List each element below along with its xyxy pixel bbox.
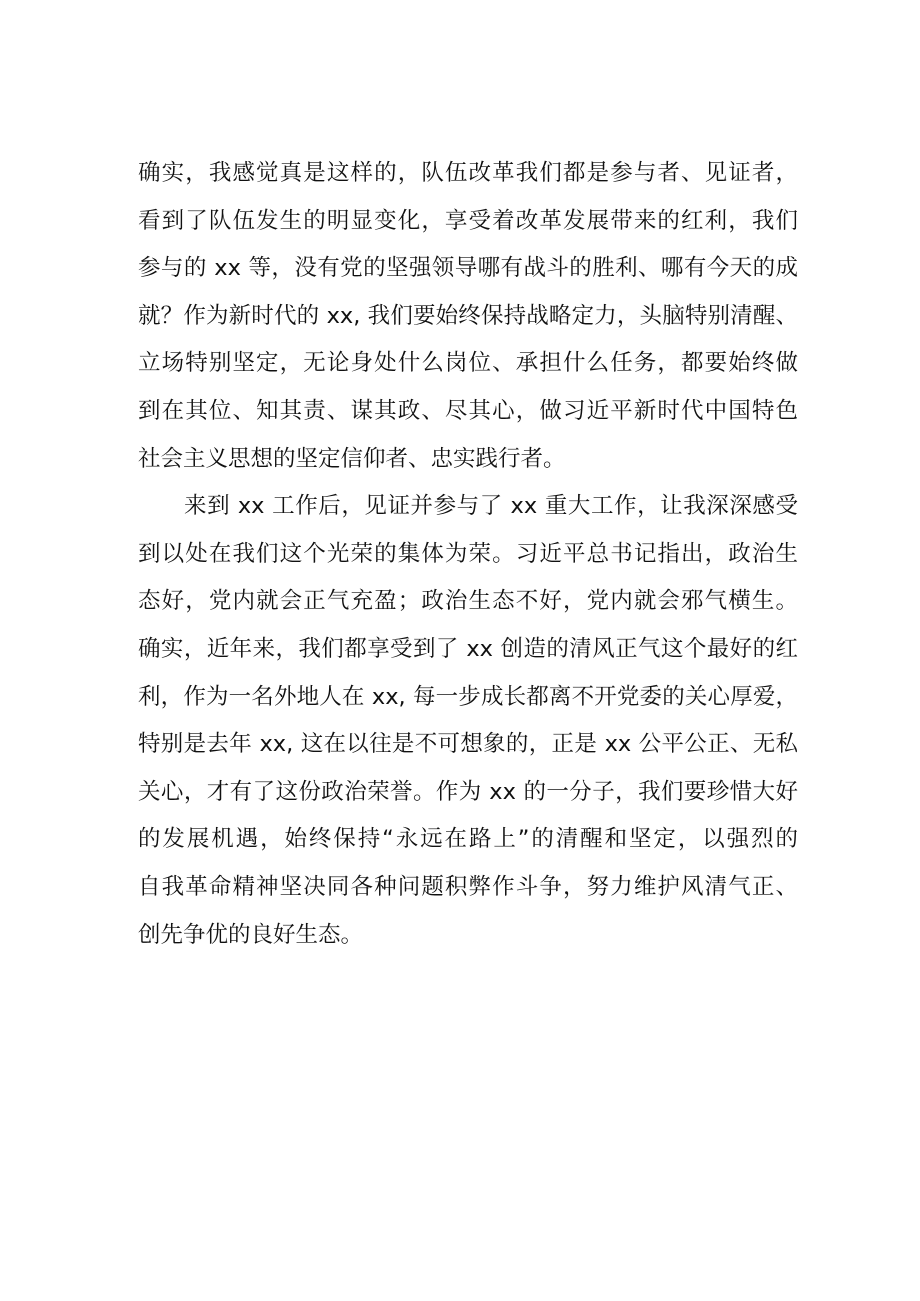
paragraph-line: 到在其位、知其责、谋其政、尽其心，做习近平新时代中国特色: [138, 397, 798, 424]
paragraph-1: [138, 150, 798, 483]
paragraph-line: 自我革命精神坚决同各种问题积弊作斗争，努力维护风清气正、: [138, 873, 798, 900]
paragraph-line: 确实，我感觉真是这样的，队伍改革我们都是参与者、见证者，: [138, 160, 798, 186]
paragraph-line: 参与的 xx 等，没有党的坚强领导哪有战斗的胜利、哪有今天的成: [138, 255, 798, 282]
paragraph-line: 利，作为一名外地人在 xx, 每一步成长都离不开党委的关心厚爱，: [138, 683, 798, 710]
paragraph-line: 就？作为新时代的 xx, 我们要始终保持战略定力，头脑特别清醒、: [138, 302, 798, 329]
document-body: [138, 150, 798, 959]
paragraph-line: 的发展机遇，始终保持“永远在路上”的清醒和坚定，以强烈的: [138, 826, 798, 853]
paragraph-line: 态好，党内就会正气充盈；政治生态不好，党内就会邪气横生。: [138, 588, 798, 615]
paragraph-line: 关心，才有了这份政治荣誉。作为 xx 的一分子，我们要珍惜大好: [138, 778, 798, 805]
paragraph-line: 特别是去年 xx, 这在以往是不可想象的，正是 xx 公平公正、无私: [138, 731, 798, 758]
paragraph-line: 创先争优的良好生态。: [138, 921, 364, 948]
paragraph-2: [138, 483, 798, 959]
paragraph-line: 确实，近年来，我们都享受到了 xx 创造的清风正气这个最好的红: [138, 635, 798, 662]
paragraph-line: 到以处在我们这个光荣的集体为荣。习近平总书记指出，政治生: [138, 540, 798, 567]
paragraph-line: 立场特别坚定，无论身处什么岗位、承担什么任务，都要始终做: [138, 350, 798, 377]
paragraph-line: 社会主义思想的坚定信仰者、忠实践行者。: [138, 445, 566, 472]
paragraph-line: 来到 xx 工作后，见证并参与了 xx 重大工作，让我深深感受: [184, 493, 798, 520]
paragraph-line: 看到了队伍发生的明显变化，享受着改革发展带来的红利，我们: [138, 207, 798, 234]
